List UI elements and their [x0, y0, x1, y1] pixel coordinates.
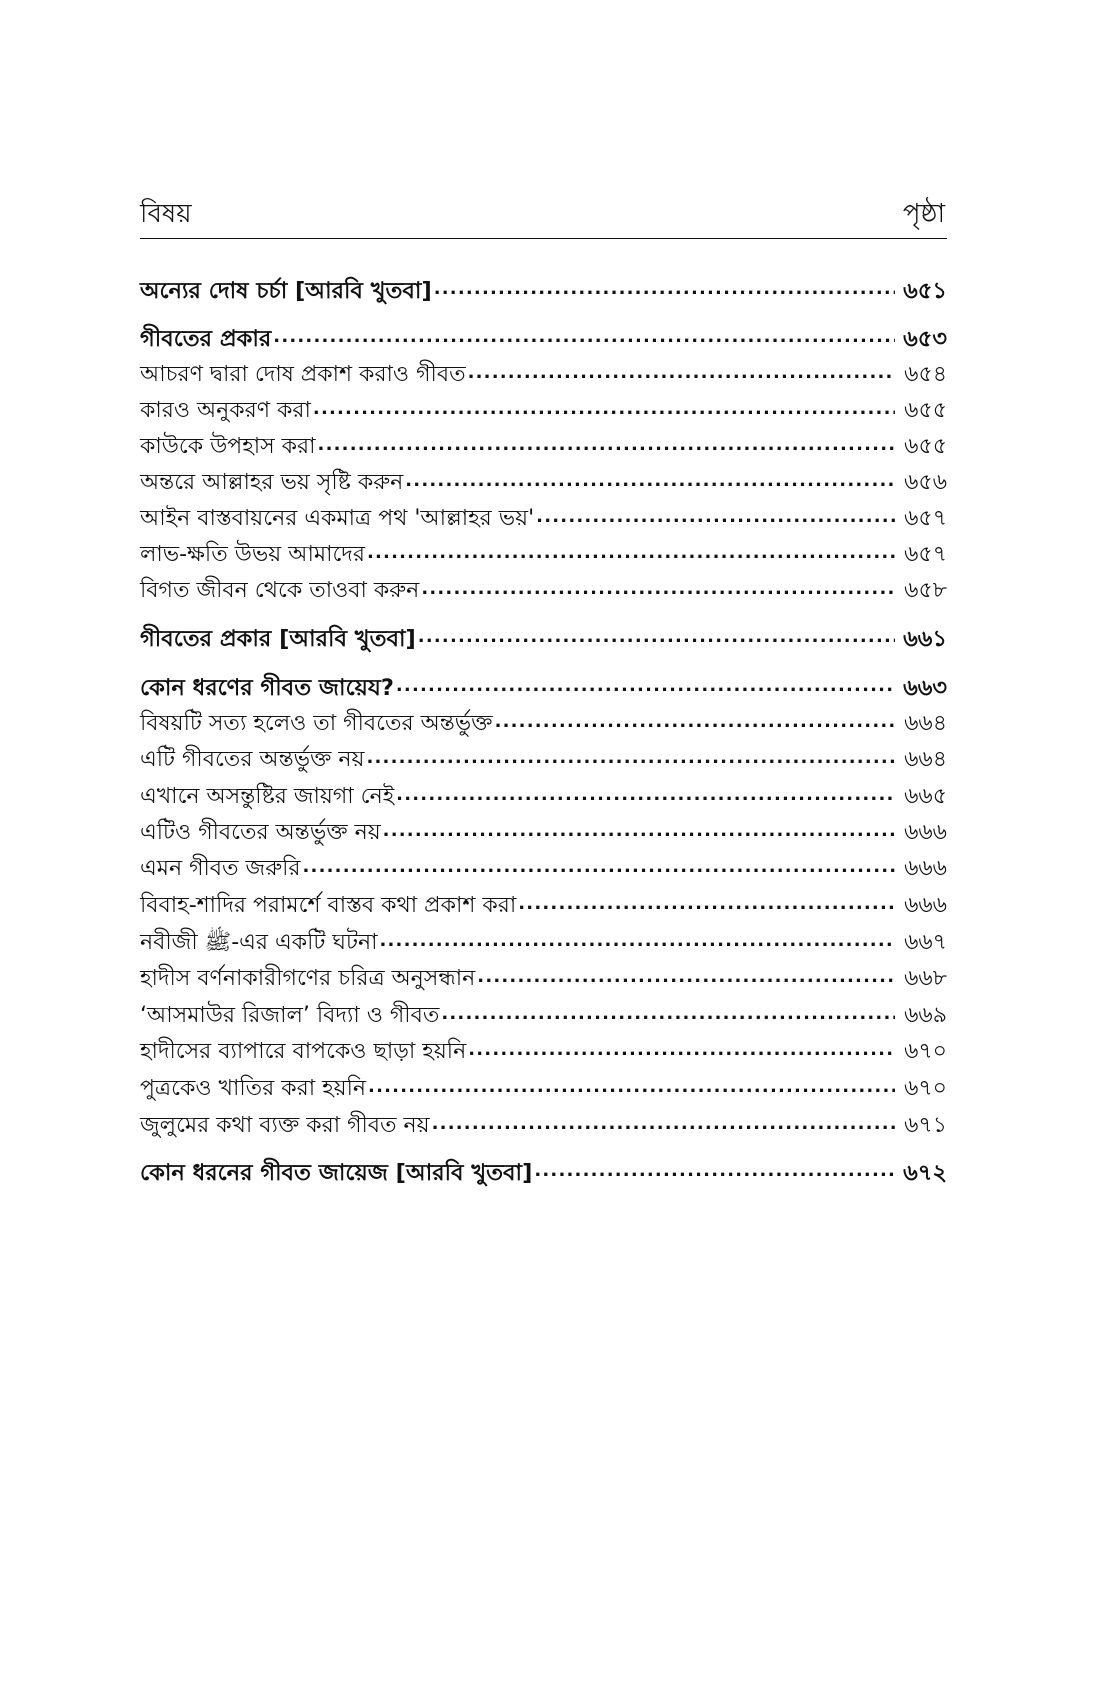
toc-entry-title: গীবতের প্রকার	[140, 326, 272, 352]
toc-entry-title: বিবাহ-শাদির পরামর্শে বাস্তব কথা প্রকাশ করা	[140, 893, 517, 918]
toc-entry	[140, 500, 947, 534]
toc-entry	[140, 887, 947, 921]
toc-entry	[140, 428, 947, 462]
toc-entry-page: ৬৬৯	[904, 1003, 947, 1028]
dot-leader	[432, 1111, 895, 1141]
toc-entry	[140, 464, 947, 498]
toc-entry-page: ৬৬৮	[904, 966, 947, 991]
toc-entry	[140, 741, 947, 775]
toc-entry-title: কোন ধরণের গীবত জায়েয?	[140, 675, 394, 701]
toc-entry-title: বিষয়টি সত্য হলেও তা গীবতের অন্তর্ভুক্ত	[140, 711, 493, 736]
toc-entry-page: ৬৭০	[904, 1076, 947, 1101]
toc-entry	[140, 356, 947, 390]
dot-leader	[477, 964, 895, 994]
dot-leader	[441, 1001, 895, 1031]
page-column-label: পৃষ্ঠা	[902, 199, 945, 229]
dot-leader	[421, 576, 895, 606]
toc-entry-title: আচরণ দ্বারা দোষ প্রকাশ করাও গীবত	[140, 362, 466, 387]
toc-entry-page: ৬৫৫	[904, 398, 947, 423]
toc-entry	[140, 536, 947, 570]
dot-leader	[303, 854, 896, 884]
toc-entry-page: ৬৬৬	[904, 893, 947, 918]
dot-leader	[318, 432, 895, 462]
dot-leader	[418, 624, 895, 654]
toc-header	[140, 192, 945, 232]
toc-entry	[140, 778, 947, 812]
dot-leader	[468, 1037, 895, 1067]
toc-entry-page: ৬৭০	[904, 1039, 947, 1064]
toc-entry-title: হাদীসের ব্যাপারে বাপকেও ছাড়া হয়নি	[140, 1039, 467, 1064]
dot-leader	[383, 818, 895, 848]
toc-entry	[140, 572, 947, 606]
toc-entry-page: ৬৫৮	[904, 578, 947, 603]
toc-entry	[140, 960, 947, 994]
header-divider	[140, 238, 947, 239]
toc-entry-title: আইন বাস্তবায়নের একমাত্র পথ 'আল্লাহর ভয়'	[140, 506, 535, 531]
toc-entry	[140, 924, 947, 958]
dot-leader	[434, 276, 895, 306]
toc-entry-title: নবীজী ﷺ-এর একটি ঘটনা	[140, 930, 378, 955]
dot-leader	[495, 709, 895, 739]
toc-entry	[140, 1154, 947, 1188]
dot-leader	[366, 745, 895, 775]
toc-entry-title: অন্যের দোষ চর্চা [আরবি খুতবা]	[140, 278, 432, 304]
toc-entry-title: বিগত জীবন থেকে তাওবা করুন	[140, 578, 420, 603]
toc-entry-title: এমন গীবত জরুরি	[140, 856, 301, 881]
dot-leader	[536, 504, 895, 534]
dot-leader	[273, 324, 895, 354]
dot-leader	[313, 396, 895, 426]
toc-entry-page: ৬৫৩	[903, 326, 947, 352]
toc-entry-page: ৬৬৪	[904, 711, 947, 736]
toc-entry-page: ৬৫১	[903, 278, 947, 304]
toc-entry-page: ৬৬৫	[904, 784, 947, 809]
dot-leader	[396, 673, 895, 703]
dot-leader	[396, 782, 895, 812]
dot-leader	[534, 1158, 895, 1188]
dot-leader	[379, 928, 895, 958]
toc-entry	[140, 669, 947, 703]
toc-entry-title: কারও অনুকরণ করা	[140, 398, 311, 423]
dot-leader	[367, 540, 895, 570]
toc-entry-page: ৬৬১	[903, 626, 947, 652]
toc-entry-title: অন্তরে আল্লাহর ভয় সৃষ্টি করুন	[140, 470, 404, 495]
toc-entry-title: গীবতের প্রকার [আরবি খুতবা]	[140, 626, 416, 652]
subject-column-label: বিষয়	[140, 199, 192, 229]
dot-leader	[405, 468, 895, 498]
toc-entry	[140, 997, 947, 1031]
toc-entry-page: ৬৬৬	[904, 856, 947, 881]
toc-entry-title: লাভ-ক্ষতি উভয় আমাদের	[140, 542, 365, 567]
toc-entry-page: ৬৫৫	[904, 434, 947, 459]
toc-entry-page: ৬৬৭	[904, 930, 947, 955]
toc-entry-title: এটি গীবতের অন্তর্ভুক্ত নয়	[140, 747, 365, 772]
toc-entry-page: ৬৫৪	[904, 362, 947, 387]
toc-entry-page: ৬৬৩	[903, 675, 947, 701]
toc-entry	[140, 272, 947, 306]
toc-entry	[140, 1033, 947, 1067]
toc-entry-title: ‘আসমাউর রিজাল’ বিদ্যা ও গীবত	[140, 1003, 440, 1028]
dot-leader	[518, 891, 895, 921]
toc-entry-page: ৬৭২	[903, 1160, 947, 1186]
dot-leader	[368, 1074, 895, 1104]
toc-entry-page: ৬৫৭	[904, 506, 947, 531]
toc-entry	[140, 1070, 947, 1104]
toc-entry-title: পুত্রকেও খাতির করা হয়নি	[140, 1076, 367, 1101]
toc-entry-title: কোন ধরনের গীবত জায়েজ [আরবি খুতবা]	[140, 1160, 533, 1186]
toc-entry	[140, 392, 947, 426]
toc-entry-page: ৬৫৭	[904, 542, 947, 567]
toc-entry	[140, 620, 947, 654]
toc-entry-page: ৬৫৬	[904, 470, 947, 495]
toc-entry-title: এটিও গীবতের অন্তর্ভুক্ত নয়	[140, 820, 381, 845]
toc-entry-title: এখানে অসন্তুষ্টির জায়গা নেই	[140, 784, 395, 809]
toc-entry	[140, 814, 947, 848]
toc-entry-title: জুলুমের কথা ব্যক্ত করা গীবত নয়	[140, 1113, 430, 1138]
toc-entry-title: কাউকে উপহাস করা	[140, 434, 316, 459]
toc-entry	[140, 1107, 947, 1141]
toc-entry-page: ৬৬৪	[904, 747, 947, 772]
dot-leader	[468, 360, 895, 390]
toc-entry-page: ৬৬৬	[904, 820, 947, 845]
toc-entry-title: হাদীস বর্ণনাকারীগণের চরিত্র অনুসন্ধান	[140, 966, 476, 991]
toc-entry	[140, 850, 947, 884]
toc-entry-page: ৬৭১	[904, 1113, 947, 1138]
toc-entry	[140, 320, 947, 354]
toc-entry	[140, 705, 947, 739]
